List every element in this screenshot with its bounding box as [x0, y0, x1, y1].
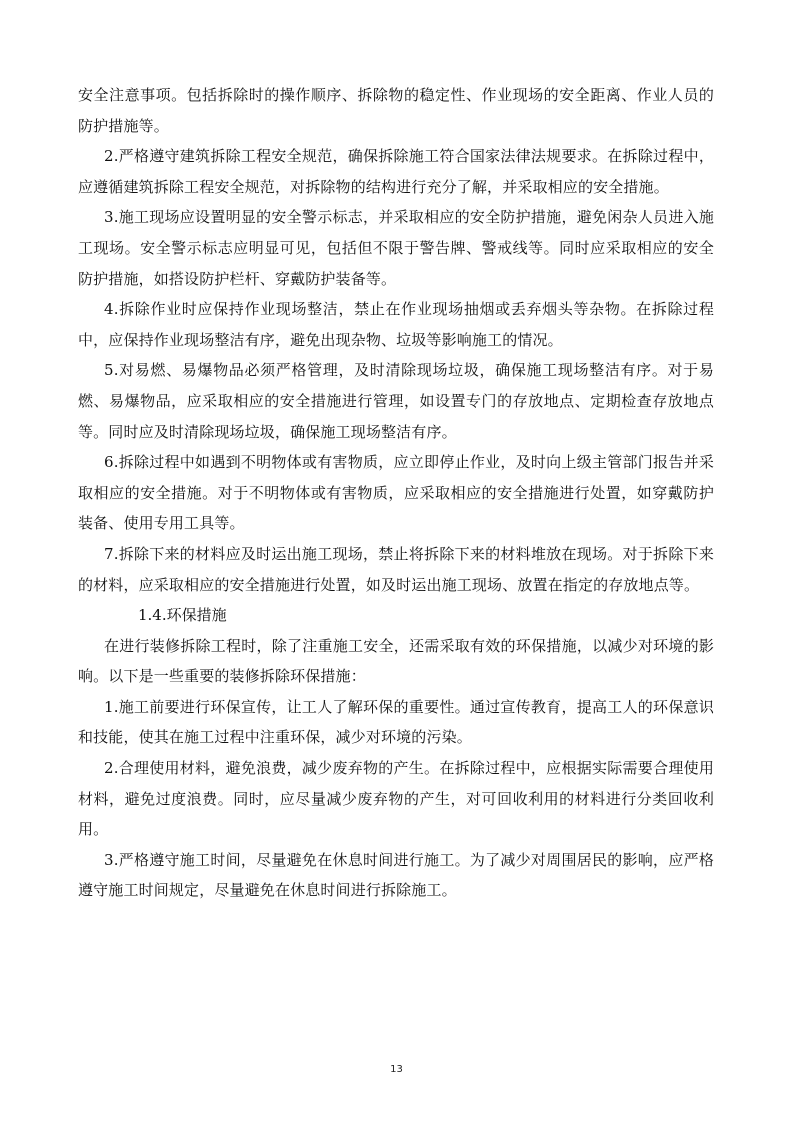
paragraph-item-6: 6.拆除过程中如遇到不明物体或有害物质，应立即停止作业，及时向上级主管部门报告并采取相应的安全措施。对于不明物体或有害物质，应采取相应的安全措施进行处置，如穿戴防护装备、使用专用工具等。: [78, 453, 714, 533]
section-heading: 1.4.环保措施: [138, 606, 227, 625]
paragraph-env-item-1: 1.施工前要进行环保宣传，让工人了解环保的重要性。通过宣传教育，提高工人的环保意识和技能，使其在施工过程中注重环保，减少对环境的污染。: [78, 697, 714, 747]
paragraph-intro: 在进行装修拆除工程时，除了注重施工安全，还需采取有效的环保措施，以减少对环境的影响。以下是一些重要的装修拆除环保措施：: [78, 636, 714, 686]
paragraph-item-5: 5.对易燃、易爆物品必须严格管理，及时清除现场垃圾，确保施工现场整洁有序。对于易燃、易爆物品，应采取相应的安全措施进行管理，如设置专门的存放地点、定期检查存放地点等。同时应及时清除现场垃圾，确保施工现场整洁有序。: [78, 361, 714, 441]
paragraph-item-4: 4.拆除作业时应保持作业现场整洁，禁止在作业现场抽烟或丢弃烟头等杂物。在拆除过程中，应保持作业现场整洁有序，避免出现杂物、垃圾等影响施工的情况。: [78, 300, 714, 349]
paragraph-item-2: 2.严格遵守建筑拆除工程安全规范，确保拆除施工符合国家法律法规要求。在拆除过程中，应遵循建筑拆除工程安全规范，对拆除物的结构进行充分了解，并采取相应的安全措施。: [78, 147, 714, 196]
paragraph-item-3: 3.施工现场应设置明显的安全警示标志，并采取相应的安全防护措施，避免闲杂人员进入施工现场。安全警示标志应明显可见，包括但不限于警告牌、警戒线等。同时应采取相应的安全防护措施，如搭设防护栏杆、穿戴防护装备等。: [78, 208, 714, 288]
paragraph-env-item-3: 3.严格遵守施工时间，尽量避免在休息时间进行施工。为了减少对周围居民的影响，应严格遵守施工时间规定，尽量避免在休息时间进行拆除施工。: [78, 850, 714, 900]
page-number: 13: [390, 1064, 403, 1075]
paragraph-item-7: 7.拆除下来的材料应及时运出施工现场，禁止将拆除下来的材料堆放在现场。对于拆除下来的材料，应采取相应的安全措施进行处置，如及时运出施工现场、放置在指定的存放地点等。: [78, 544, 714, 594]
paragraph-env-item-2: 2.合理使用材料，避免浪费，减少废弃物的产生。在拆除过程中，应根据实际需要合理使用材料，避免过度浪费。同时，应尽量减少废弃物的产生，对可回收利用的材料进行分类回收利用。: [78, 759, 714, 839]
document-body: [78, 80, 714, 906]
paragraph-continuation: 安全注意事项。包括拆除时的操作顺序、拆除物的稳定性、作业现场的安全距离、作业人员的防护措施等。: [78, 86, 714, 135]
